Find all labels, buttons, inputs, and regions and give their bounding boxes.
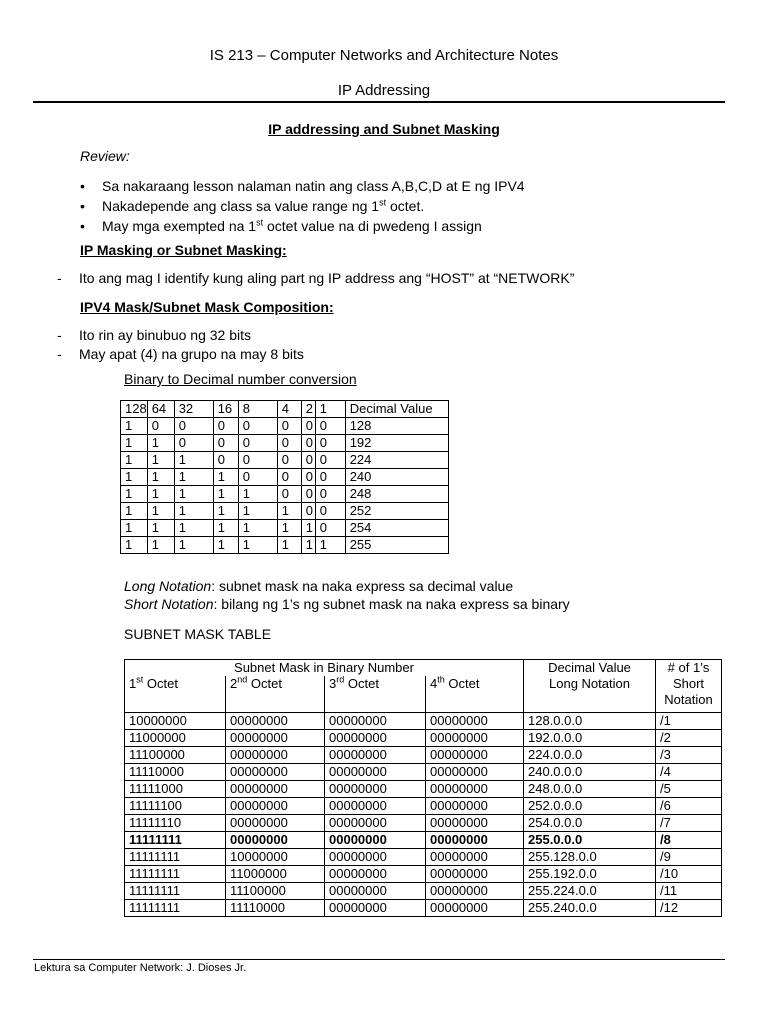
table-cell: 254 bbox=[345, 520, 448, 537]
table-cell: 11100000 bbox=[226, 883, 325, 900]
footer-text: Lektura sa Computer Network: J. Dioses Jr. bbox=[34, 962, 247, 974]
table-row bbox=[125, 832, 722, 849]
table-cell: 0 bbox=[301, 486, 315, 503]
table-cell: 128.0.0.0 bbox=[524, 713, 656, 730]
table-cell: 00000000 bbox=[426, 849, 524, 866]
mask-table-title: SUBNET MASK TABLE bbox=[124, 626, 272, 642]
table-cell: 11111111 bbox=[125, 900, 226, 917]
table-cell: 1 bbox=[277, 520, 301, 537]
table-cell: 1 bbox=[315, 537, 345, 554]
table-row bbox=[121, 469, 449, 486]
table-cell: 0 bbox=[315, 418, 345, 435]
table-cell: 1 bbox=[277, 503, 301, 520]
table-cell: 0 bbox=[301, 469, 315, 486]
table-cell: 0 bbox=[277, 469, 301, 486]
table-cell: 1 bbox=[121, 435, 148, 452]
mask-header-row bbox=[125, 660, 722, 677]
table-cell: 1 bbox=[213, 469, 238, 486]
table-cell: 255.0.0.0 bbox=[524, 832, 656, 849]
table-row bbox=[125, 900, 722, 917]
binary-group-header: Subnet Mask in Binary Number bbox=[125, 660, 524, 677]
table-cell: 10000000 bbox=[125, 713, 226, 730]
table-cell: 248 bbox=[345, 486, 448, 503]
table-cell: 00000000 bbox=[226, 815, 325, 832]
table-cell: 0 bbox=[213, 452, 238, 469]
table-cell: 240 bbox=[345, 469, 448, 486]
table-cell: 0 bbox=[238, 452, 277, 469]
composition-line: - May apat (4) na grupo na may 8 bits bbox=[57, 345, 737, 364]
table-cell: 1 bbox=[213, 503, 238, 520]
table-row bbox=[125, 883, 722, 900]
table-cell: 255.224.0.0 bbox=[524, 883, 656, 900]
table-cell: 252 bbox=[345, 503, 448, 520]
header-cell: Decimal Value bbox=[345, 401, 448, 418]
table-cell: 11111111 bbox=[125, 883, 226, 900]
table-cell: 0 bbox=[238, 418, 277, 435]
table-row bbox=[125, 713, 722, 730]
table-cell: 1 bbox=[213, 537, 238, 554]
table-cell: 11000000 bbox=[226, 866, 325, 883]
table-cell: 0 bbox=[315, 520, 345, 537]
table-cell: 00000000 bbox=[426, 713, 524, 730]
long-notation-def: Long Notation: subnet mask na naka express sa decimal value bbox=[124, 578, 514, 594]
table-cell: /6 bbox=[656, 798, 722, 815]
table-cell: 00000000 bbox=[325, 764, 426, 781]
table-cell: 0 bbox=[315, 486, 345, 503]
table-cell: 0 bbox=[213, 418, 238, 435]
table-cell: 0 bbox=[315, 452, 345, 469]
table-cell: /5 bbox=[656, 781, 722, 798]
header-cell: 32 bbox=[174, 401, 213, 418]
table-cell: 1 bbox=[121, 418, 148, 435]
table-cell: 1 bbox=[121, 537, 148, 554]
table-cell: /10 bbox=[656, 866, 722, 883]
table-cell: 0 bbox=[315, 435, 345, 452]
table-cell: 1 bbox=[174, 520, 213, 537]
octet-header: 2nd Octet bbox=[226, 676, 325, 713]
table-cell: 00000000 bbox=[426, 832, 524, 849]
table-cell: 00000000 bbox=[325, 815, 426, 832]
table-cell: 255 bbox=[345, 537, 448, 554]
table-cell: 00000000 bbox=[325, 798, 426, 815]
short-notation-header: # of 1’s Short Notation bbox=[656, 660, 722, 713]
table-cell: 00000000 bbox=[325, 849, 426, 866]
table-cell: 224 bbox=[345, 452, 448, 469]
table-cell: 00000000 bbox=[325, 883, 426, 900]
table-cell: 11111111 bbox=[125, 849, 226, 866]
table-cell: 1 bbox=[147, 469, 174, 486]
table-row bbox=[121, 452, 449, 469]
table-cell: 00000000 bbox=[426, 747, 524, 764]
table-cell: 1 bbox=[121, 452, 148, 469]
table-cell: 0 bbox=[277, 452, 301, 469]
decimal-header: Decimal Value Long Notation bbox=[524, 660, 656, 713]
table-cell: 00000000 bbox=[426, 815, 524, 832]
table-cell: 00000000 bbox=[226, 713, 325, 730]
table-cell: 1 bbox=[147, 435, 174, 452]
table-cell: /1 bbox=[656, 713, 722, 730]
table-cell: 00000000 bbox=[325, 900, 426, 917]
table-cell: 1 bbox=[238, 537, 277, 554]
table-cell: /9 bbox=[656, 849, 722, 866]
table-cell: 255.128.0.0 bbox=[524, 849, 656, 866]
table-row bbox=[125, 747, 722, 764]
table-cell: 1 bbox=[121, 469, 148, 486]
table-cell: 1 bbox=[147, 537, 174, 554]
table-cell: 1 bbox=[174, 537, 213, 554]
table-cell: 252.0.0.0 bbox=[524, 798, 656, 815]
table-row bbox=[125, 781, 722, 798]
footer-divider bbox=[33, 959, 725, 960]
header-cell: 2 bbox=[301, 401, 315, 418]
table-cell: 1 bbox=[277, 537, 301, 554]
table-cell: 192 bbox=[345, 435, 448, 452]
table-cell: 10000000 bbox=[226, 849, 325, 866]
table-cell: 1 bbox=[238, 486, 277, 503]
table-cell: 11000000 bbox=[125, 730, 226, 747]
table-cell: 1 bbox=[147, 452, 174, 469]
table-cell: 00000000 bbox=[226, 764, 325, 781]
table-cell: 00000000 bbox=[426, 781, 524, 798]
table-cell: 0 bbox=[277, 418, 301, 435]
table-cell: 0 bbox=[238, 469, 277, 486]
review-item: • Nakadepende ang class sa value range ng 1st octet. bbox=[80, 196, 720, 216]
table-row bbox=[125, 849, 722, 866]
table-cell: 00000000 bbox=[426, 900, 524, 917]
table-cell: 1 bbox=[174, 469, 213, 486]
table-cell: 1 bbox=[301, 537, 315, 554]
table-cell: 00000000 bbox=[426, 730, 524, 747]
review-item: • May mga exempted na 1st octet value na di pwedeng I assign bbox=[80, 216, 720, 236]
binary-table-caption: Binary to Decimal number conversion bbox=[124, 371, 357, 387]
short-notation-def: Short Notation: bilang ng 1’s ng subnet mask na naka express sa binary bbox=[124, 596, 570, 612]
table-cell: 1 bbox=[147, 486, 174, 503]
table-cell: 0 bbox=[174, 435, 213, 452]
table-cell: 0 bbox=[147, 418, 174, 435]
table-cell: 0 bbox=[277, 435, 301, 452]
table-row bbox=[125, 798, 722, 815]
table-cell: /2 bbox=[656, 730, 722, 747]
table-row bbox=[121, 435, 449, 452]
table-cell: 1 bbox=[174, 503, 213, 520]
table-cell: /7 bbox=[656, 815, 722, 832]
table-cell: 1 bbox=[238, 503, 277, 520]
table-cell: 11110000 bbox=[226, 900, 325, 917]
table-cell: /3 bbox=[656, 747, 722, 764]
composition-heading: IPV4 Mask/Subnet Mask Composition: bbox=[80, 299, 334, 315]
masking-line: - Ito ang mag I identify kung aling part ng IP address ang “HOST” at “NETWORK” bbox=[57, 269, 759, 288]
table-row bbox=[121, 418, 449, 435]
review-item: • Sa nakaraang lesson nalaman natin ang class A,B,C,D at E ng IPV4 bbox=[80, 176, 720, 196]
table-cell: /11 bbox=[656, 883, 722, 900]
table-row bbox=[121, 486, 449, 503]
review-label: Review: bbox=[80, 148, 130, 164]
table-cell: 1 bbox=[147, 520, 174, 537]
table-row bbox=[125, 866, 722, 883]
binary-conversion-table bbox=[120, 400, 449, 554]
table-cell: 00000000 bbox=[426, 798, 524, 815]
table-cell: 0 bbox=[301, 418, 315, 435]
table-cell: 1 bbox=[213, 520, 238, 537]
table-cell: 0 bbox=[301, 503, 315, 520]
table-cell: 0 bbox=[238, 435, 277, 452]
header-cell: 64 bbox=[147, 401, 174, 418]
table-row bbox=[121, 503, 449, 520]
table-cell: 224.0.0.0 bbox=[524, 747, 656, 764]
table-cell: 0 bbox=[277, 486, 301, 503]
header-cell: 8 bbox=[238, 401, 277, 418]
header-divider bbox=[33, 101, 725, 103]
table-row bbox=[125, 815, 722, 832]
table-cell: /8 bbox=[656, 832, 722, 849]
header-cell: 1 bbox=[315, 401, 345, 418]
table-cell: 0 bbox=[213, 435, 238, 452]
table-cell: 1 bbox=[174, 452, 213, 469]
table-cell: 1 bbox=[147, 503, 174, 520]
octet-header: 4th Octet bbox=[426, 676, 524, 713]
table-cell: 255.240.0.0 bbox=[524, 900, 656, 917]
table-cell: 240.0.0.0 bbox=[524, 764, 656, 781]
table-cell: 0 bbox=[315, 469, 345, 486]
course-title: IS 213 – Computer Networks and Architecture Notes bbox=[209, 47, 559, 64]
header-cell: 4 bbox=[277, 401, 301, 418]
table-cell: 248.0.0.0 bbox=[524, 781, 656, 798]
table-cell: 11100000 bbox=[125, 747, 226, 764]
table-row bbox=[121, 520, 449, 537]
binary-header-row bbox=[121, 401, 449, 418]
table-cell: 0 bbox=[301, 435, 315, 452]
review-list bbox=[80, 176, 720, 236]
octet-header: 3rd Octet bbox=[325, 676, 426, 713]
table-cell: 1 bbox=[301, 520, 315, 537]
table-cell: 00000000 bbox=[325, 781, 426, 798]
table-cell: 11111000 bbox=[125, 781, 226, 798]
notation-definitions bbox=[124, 577, 570, 613]
table-cell: 11111111 bbox=[125, 866, 226, 883]
header-cell: 128 bbox=[121, 401, 148, 418]
table-cell: 00000000 bbox=[426, 764, 524, 781]
table-cell: 1 bbox=[121, 520, 148, 537]
table-cell: 0 bbox=[315, 503, 345, 520]
table-cell: 11111111 bbox=[125, 832, 226, 849]
table-cell: 192.0.0.0 bbox=[524, 730, 656, 747]
table-cell: 00000000 bbox=[226, 832, 325, 849]
octet-header: 1st Octet bbox=[125, 676, 226, 713]
table-cell: /4 bbox=[656, 764, 722, 781]
table-row bbox=[125, 764, 722, 781]
table-cell: 00000000 bbox=[226, 730, 325, 747]
table-cell: 255.192.0.0 bbox=[524, 866, 656, 883]
table-cell: 00000000 bbox=[226, 781, 325, 798]
table-cell: /12 bbox=[656, 900, 722, 917]
composition-line: - Ito rin ay binubuo ng 32 bits bbox=[57, 326, 737, 345]
table-cell: 0 bbox=[174, 418, 213, 435]
table-cell: 00000000 bbox=[325, 866, 426, 883]
composition-lines bbox=[57, 326, 737, 364]
table-cell: 00000000 bbox=[226, 747, 325, 764]
table-cell: 11111100 bbox=[125, 798, 226, 815]
table-cell: 00000000 bbox=[325, 832, 426, 849]
header-cell: 16 bbox=[213, 401, 238, 418]
table-cell: 00000000 bbox=[325, 730, 426, 747]
table-cell: 11111110 bbox=[125, 815, 226, 832]
subnet-mask-table bbox=[124, 659, 722, 917]
table-cell: 128 bbox=[345, 418, 448, 435]
table-cell: 00000000 bbox=[325, 713, 426, 730]
page-topic: IP Addressing bbox=[337, 82, 431, 99]
table-cell: 11110000 bbox=[125, 764, 226, 781]
table-cell: 254.0.0.0 bbox=[524, 815, 656, 832]
table-cell: 1 bbox=[174, 486, 213, 503]
table-row bbox=[125, 730, 722, 747]
table-cell: 00000000 bbox=[226, 798, 325, 815]
table-cell: 1 bbox=[121, 486, 148, 503]
table-cell: 1 bbox=[238, 520, 277, 537]
masking-heading: IP Masking or Subnet Masking: bbox=[80, 242, 287, 258]
table-cell: 00000000 bbox=[426, 883, 524, 900]
table-cell: 00000000 bbox=[325, 747, 426, 764]
table-row bbox=[121, 537, 449, 554]
table-cell: 1 bbox=[121, 503, 148, 520]
table-cell: 1 bbox=[213, 486, 238, 503]
table-cell: 00000000 bbox=[426, 866, 524, 883]
main-heading: IP addressing and Subnet Masking bbox=[268, 121, 500, 137]
table-cell: 0 bbox=[301, 452, 315, 469]
